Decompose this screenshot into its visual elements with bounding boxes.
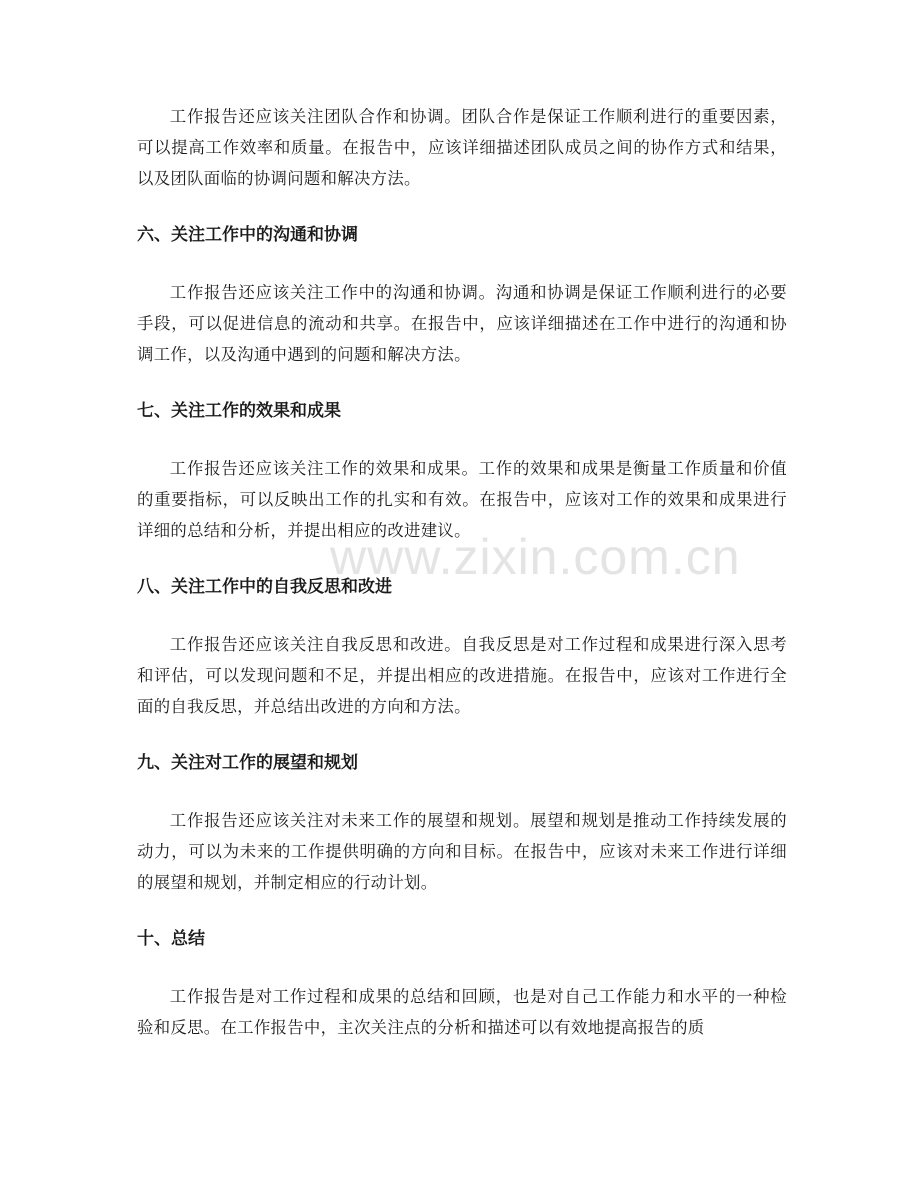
- section-paragraph-6: 工作报告还应该关注工作中的沟通和协调。沟通和协调是保证工作顺利进行的必要手段，可以促进信息的流动和共享。在报告中，应该详细描述在工作中进行的沟通和协调工作，以及沟通中遇到的问题和解决方法。: [137, 283, 787, 364]
- section-paragraph-10: 工作报告是对工作过程和成果的总结和回顾，也是对自己工作能力和水平的一种检验和反思。在工作报告中，主次关注点的分析和描述可以有效地提高报告的质: [137, 987, 787, 1037]
- section-paragraph-8: 工作报告还应该关注自我反思和改进。自我反思是对工作过程和成果进行深入思考和评估，可以发现问题和不足，并提出相应的改进措施。在报告中，应该对工作进行全面的自我反思，并总结出改进的方向和方法。: [137, 635, 787, 716]
- section-paragraph-7: 工作报告还应该关注工作的效果和成果。工作的效果和成果是衡量工作质量和价值的重要指标，可以反映出工作的扎实和有效。在报告中，应该对工作的效果和成果进行详细的总结和分析，并提出相应的改进建议。: [137, 459, 787, 540]
- section-heading-7: 七、关注工作的效果和成果: [137, 401, 341, 421]
- section-heading-10: 十、总结: [137, 929, 205, 949]
- document-page: [137, 101, 787, 1043]
- section-heading-9: 九、关注对工作的展望和规划: [137, 753, 358, 773]
- intro-paragraph: 工作报告还应该关注团队合作和协调。团队合作是保证工作顺利进行的重要因素，可以提高工作效率和质量。在报告中，应该详细描述团队成员之间的协作方式和结果，以及团队面临的协调问题和解决方法。: [137, 107, 787, 188]
- section-heading-8: 八、关注工作中的自我反思和改进: [137, 577, 392, 597]
- section-heading-6: 六、关注工作中的沟通和协调: [137, 225, 358, 245]
- section-paragraph-9: 工作报告还应该关注对未来工作的展望和规划。展望和规划是推动工作持续发展的动力，可以为未来的工作提供明确的方向和目标。在报告中，应该对未来工作进行详细的展望和规划，并制定相应的行动计划。: [137, 811, 787, 892]
- watermark: www.zixin.com.cn: [330, 529, 741, 585]
